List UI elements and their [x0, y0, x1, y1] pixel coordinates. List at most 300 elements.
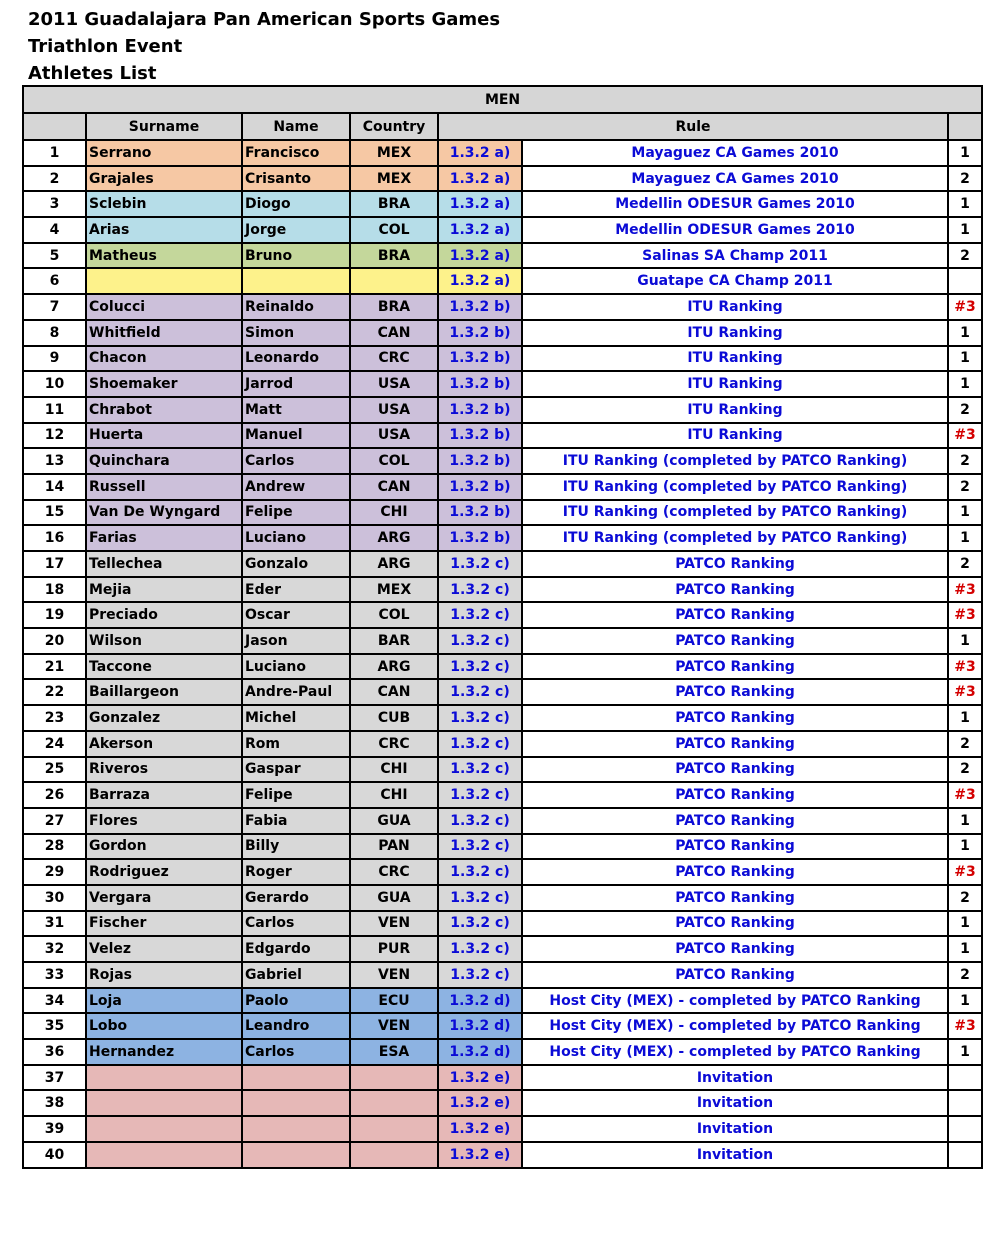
surname-cell: Whitfield	[86, 320, 242, 346]
rule-description-cell: PATCO Ranking	[522, 782, 948, 808]
name-cell	[242, 1090, 350, 1116]
country-cell: MEX	[350, 140, 438, 166]
table-row	[23, 551, 982, 577]
quota-cell: 2	[948, 731, 982, 757]
table-row	[23, 731, 982, 757]
surname-cell: Barraza	[86, 782, 242, 808]
name-cell	[242, 268, 350, 294]
header-quota	[948, 113, 982, 140]
name-cell	[242, 1142, 350, 1168]
country-cell: COL	[350, 448, 438, 474]
table-row	[23, 757, 982, 783]
country-cell: VEN	[350, 911, 438, 937]
table-row	[23, 166, 982, 192]
rule-description-cell: PATCO Ranking	[522, 936, 948, 962]
document-titles	[28, 6, 500, 87]
rule-description-cell: PATCO Ranking	[522, 551, 948, 577]
table-row	[23, 1013, 982, 1039]
quota-cell: #3	[948, 294, 982, 320]
rule-code-cell: 1.3.2 c)	[438, 602, 522, 628]
surname-cell	[86, 1142, 242, 1168]
name-cell: Oscar	[242, 602, 350, 628]
rule-code-cell: 1.3.2 b)	[438, 346, 522, 372]
name-cell: Simon	[242, 320, 350, 346]
row-number-cell: 25	[23, 757, 86, 783]
name-cell: Gaspar	[242, 757, 350, 783]
surname-cell: Loja	[86, 988, 242, 1014]
name-cell: Francisco	[242, 140, 350, 166]
surname-cell: Lobo	[86, 1013, 242, 1039]
quota-cell: 1	[948, 628, 982, 654]
title-line-3: Athletes List	[28, 63, 157, 84]
country-cell: BAR	[350, 628, 438, 654]
country-cell: CAN	[350, 320, 438, 346]
rule-description-cell: PATCO Ranking	[522, 731, 948, 757]
rule-description-cell: Invitation	[522, 1065, 948, 1091]
country-cell: USA	[350, 423, 438, 449]
row-number-cell: 8	[23, 320, 86, 346]
row-number-cell: 5	[23, 243, 86, 269]
rule-code-cell: 1.3.2 b)	[438, 500, 522, 526]
name-cell: Gerardo	[242, 885, 350, 911]
row-number-cell: 33	[23, 962, 86, 988]
rule-code-cell: 1.3.2 e)	[438, 1142, 522, 1168]
surname-cell	[86, 268, 242, 294]
row-number-cell: 29	[23, 859, 86, 885]
surname-cell: Akerson	[86, 731, 242, 757]
name-cell: Gonzalo	[242, 551, 350, 577]
rule-description-cell: ITU Ranking (completed by PATCO Ranking)	[522, 525, 948, 551]
country-cell: BRA	[350, 243, 438, 269]
rule-description-cell: Guatape CA Champ 2011	[522, 268, 948, 294]
surname-cell: Chrabot	[86, 397, 242, 423]
rule-code-cell: 1.3.2 a)	[438, 140, 522, 166]
surname-cell: Flores	[86, 808, 242, 834]
rule-code-cell: 1.3.2 b)	[438, 397, 522, 423]
surname-cell: Vergara	[86, 885, 242, 911]
row-number-cell: 15	[23, 500, 86, 526]
country-cell	[350, 1090, 438, 1116]
rule-description-cell: Mayaguez CA Games 2010	[522, 140, 948, 166]
country-cell	[350, 1065, 438, 1091]
table-row	[23, 936, 982, 962]
row-number-cell: 11	[23, 397, 86, 423]
rule-code-cell: 1.3.2 b)	[438, 320, 522, 346]
row-number-cell: 12	[23, 423, 86, 449]
rule-code-cell: 1.3.2 c)	[438, 705, 522, 731]
rule-description-cell: Invitation	[522, 1142, 948, 1168]
rule-description-cell: PATCO Ranking	[522, 577, 948, 603]
row-number-cell: 4	[23, 217, 86, 243]
row-number-cell: 32	[23, 936, 86, 962]
table-row	[23, 988, 982, 1014]
quota-cell: 2	[948, 962, 982, 988]
name-cell: Luciano	[242, 654, 350, 680]
rule-description-cell: PATCO Ranking	[522, 808, 948, 834]
country-cell: ARG	[350, 654, 438, 680]
quota-cell: 2	[948, 551, 982, 577]
quota-cell: 2	[948, 166, 982, 192]
quota-cell	[948, 268, 982, 294]
table-row	[23, 628, 982, 654]
name-cell: Felipe	[242, 782, 350, 808]
quota-cell: 1	[948, 936, 982, 962]
row-number-cell: 6	[23, 268, 86, 294]
rule-description-cell: PATCO Ranking	[522, 962, 948, 988]
quota-cell: 1	[948, 140, 982, 166]
table-row	[23, 602, 982, 628]
rule-description-cell: ITU Ranking	[522, 294, 948, 320]
country-cell	[350, 1142, 438, 1168]
quota-cell: 2	[948, 243, 982, 269]
quota-cell: 1	[948, 808, 982, 834]
rule-code-cell: 1.3.2 e)	[438, 1065, 522, 1091]
name-cell: Carlos	[242, 1039, 350, 1065]
row-number-cell: 35	[23, 1013, 86, 1039]
surname-cell: Baillargeon	[86, 679, 242, 705]
quota-cell: 1	[948, 705, 982, 731]
quota-cell: 1	[948, 191, 982, 217]
table-row	[23, 679, 982, 705]
rule-code-cell: 1.3.2 c)	[438, 551, 522, 577]
table-row	[23, 371, 982, 397]
row-number-cell: 34	[23, 988, 86, 1014]
rule-code-cell: 1.3.2 b)	[438, 371, 522, 397]
name-cell: Roger	[242, 859, 350, 885]
quota-cell: #3	[948, 577, 982, 603]
surname-cell: Velez	[86, 936, 242, 962]
row-number-cell: 22	[23, 679, 86, 705]
rule-description-cell: PATCO Ranking	[522, 911, 948, 937]
quota-cell: 1	[948, 525, 982, 551]
name-cell: Matt	[242, 397, 350, 423]
rule-description-cell: PATCO Ranking	[522, 705, 948, 731]
table-row	[23, 962, 982, 988]
quota-cell: 1	[948, 988, 982, 1014]
rule-code-cell: 1.3.2 a)	[438, 166, 522, 192]
surname-cell: Van De Wyngard	[86, 500, 242, 526]
row-number-cell: 37	[23, 1065, 86, 1091]
rule-description-cell: Invitation	[522, 1116, 948, 1142]
table-row	[23, 705, 982, 731]
quota-cell: 2	[948, 448, 982, 474]
table-row	[23, 294, 982, 320]
table-row	[23, 191, 982, 217]
table-row	[23, 397, 982, 423]
row-number-cell: 39	[23, 1116, 86, 1142]
table-row	[23, 885, 982, 911]
row-number-cell: 13	[23, 448, 86, 474]
quota-cell	[948, 1142, 982, 1168]
surname-cell: Rodriguez	[86, 859, 242, 885]
column-header-row	[23, 113, 982, 140]
quota-cell: #3	[948, 782, 982, 808]
rule-description-cell: PATCO Ranking	[522, 834, 948, 860]
rule-description-cell: PATCO Ranking	[522, 679, 948, 705]
name-cell: Gabriel	[242, 962, 350, 988]
table-row	[23, 577, 982, 603]
name-cell: Jorge	[242, 217, 350, 243]
row-number-cell: 17	[23, 551, 86, 577]
table-row	[23, 217, 982, 243]
country-cell: PAN	[350, 834, 438, 860]
name-cell: Michel	[242, 705, 350, 731]
country-cell: CRC	[350, 731, 438, 757]
rule-code-cell: 1.3.2 c)	[438, 782, 522, 808]
name-cell: Paolo	[242, 988, 350, 1014]
rule-code-cell: 1.3.2 c)	[438, 834, 522, 860]
surname-cell: Farias	[86, 525, 242, 551]
quota-cell	[948, 1065, 982, 1091]
quota-cell: 1	[948, 911, 982, 937]
rule-description-cell: Host City (MEX) - completed by PATCO Ranking	[522, 988, 948, 1014]
country-cell: MEX	[350, 166, 438, 192]
rule-description-cell: Invitation	[522, 1090, 948, 1116]
quota-cell: 1	[948, 371, 982, 397]
row-number-cell: 30	[23, 885, 86, 911]
country-cell: GUA	[350, 885, 438, 911]
name-cell: Jarrod	[242, 371, 350, 397]
table-row	[23, 834, 982, 860]
table-row	[23, 1039, 982, 1065]
rule-code-cell: 1.3.2 a)	[438, 191, 522, 217]
country-cell	[350, 268, 438, 294]
table-row	[23, 1090, 982, 1116]
row-number-cell: 10	[23, 371, 86, 397]
header-rule: Rule	[438, 113, 948, 140]
name-cell: Carlos	[242, 448, 350, 474]
country-cell: ESA	[350, 1039, 438, 1065]
rule-description-cell: ITU Ranking (completed by PATCO Ranking)	[522, 500, 948, 526]
table-row	[23, 1116, 982, 1142]
name-cell: Bruno	[242, 243, 350, 269]
rule-code-cell: 1.3.2 b)	[438, 423, 522, 449]
quota-cell: 1	[948, 217, 982, 243]
quota-cell: 1	[948, 500, 982, 526]
section-label: MEN	[23, 86, 982, 113]
rule-code-cell: 1.3.2 a)	[438, 217, 522, 243]
row-number-cell: 40	[23, 1142, 86, 1168]
quota-cell	[948, 1116, 982, 1142]
rule-code-cell: 1.3.2 c)	[438, 962, 522, 988]
name-cell	[242, 1116, 350, 1142]
rule-description-cell: PATCO Ranking	[522, 757, 948, 783]
table-row	[23, 1142, 982, 1168]
name-cell: Billy	[242, 834, 350, 860]
rule-code-cell: 1.3.2 c)	[438, 911, 522, 937]
surname-cell: Mejia	[86, 577, 242, 603]
rule-code-cell: 1.3.2 c)	[438, 577, 522, 603]
country-cell: BRA	[350, 294, 438, 320]
rule-code-cell: 1.3.2 b)	[438, 448, 522, 474]
surname-cell: Fischer	[86, 911, 242, 937]
surname-cell: Huerta	[86, 423, 242, 449]
surname-cell: Riveros	[86, 757, 242, 783]
country-cell: VEN	[350, 1013, 438, 1039]
surname-cell: Wilson	[86, 628, 242, 654]
quota-cell: 1	[948, 320, 982, 346]
quota-cell: #3	[948, 423, 982, 449]
header-num	[23, 113, 86, 140]
surname-cell: Colucci	[86, 294, 242, 320]
name-cell: Rom	[242, 731, 350, 757]
surname-cell: Serrano	[86, 140, 242, 166]
table-row	[23, 243, 982, 269]
country-cell: USA	[350, 397, 438, 423]
rule-description-cell: PATCO Ranking	[522, 602, 948, 628]
name-cell: Felipe	[242, 500, 350, 526]
surname-cell: Hernandez	[86, 1039, 242, 1065]
country-cell: BRA	[350, 191, 438, 217]
rule-code-cell: 1.3.2 c)	[438, 654, 522, 680]
name-cell: Luciano	[242, 525, 350, 551]
country-cell: CAN	[350, 679, 438, 705]
surname-cell: Tellechea	[86, 551, 242, 577]
country-cell: GUA	[350, 808, 438, 834]
rule-description-cell: ITU Ranking (completed by PATCO Ranking)	[522, 448, 948, 474]
country-cell: CHI	[350, 782, 438, 808]
rule-code-cell: 1.3.2 b)	[438, 474, 522, 500]
row-number-cell: 38	[23, 1090, 86, 1116]
surname-cell: Arias	[86, 217, 242, 243]
rule-code-cell: 1.3.2 c)	[438, 679, 522, 705]
table-row	[23, 140, 982, 166]
quota-cell: #3	[948, 654, 982, 680]
surname-cell	[86, 1065, 242, 1091]
rule-code-cell: 1.3.2 c)	[438, 936, 522, 962]
rule-code-cell: 1.3.2 b)	[438, 294, 522, 320]
rule-description-cell: PATCO Ranking	[522, 885, 948, 911]
row-number-cell: 36	[23, 1039, 86, 1065]
table-row	[23, 859, 982, 885]
surname-cell: Matheus	[86, 243, 242, 269]
title-line-2: Triathlon Event	[28, 36, 183, 57]
header-name: Name	[242, 113, 350, 140]
rule-description-cell: ITU Ranking (completed by PATCO Ranking)	[522, 474, 948, 500]
surname-cell: Grajales	[86, 166, 242, 192]
name-cell: Fabia	[242, 808, 350, 834]
country-cell: MEX	[350, 577, 438, 603]
surname-cell: Chacon	[86, 346, 242, 372]
rule-code-cell: 1.3.2 e)	[438, 1116, 522, 1142]
table-row	[23, 474, 982, 500]
rule-description-cell: ITU Ranking	[522, 397, 948, 423]
surname-cell	[86, 1116, 242, 1142]
country-cell: CRC	[350, 346, 438, 372]
row-number-cell: 24	[23, 731, 86, 757]
quota-cell: 2	[948, 757, 982, 783]
rule-code-cell: 1.3.2 c)	[438, 731, 522, 757]
name-cell: Manuel	[242, 423, 350, 449]
row-number-cell: 18	[23, 577, 86, 603]
quota-cell: #3	[948, 679, 982, 705]
surname-cell: Shoemaker	[86, 371, 242, 397]
row-number-cell: 27	[23, 808, 86, 834]
rule-code-cell: 1.3.2 d)	[438, 1039, 522, 1065]
name-cell: Eder	[242, 577, 350, 603]
row-number-cell: 3	[23, 191, 86, 217]
quota-cell: 2	[948, 397, 982, 423]
rule-description-cell: Medellin ODESUR Games 2010	[522, 191, 948, 217]
rule-description-cell: PATCO Ranking	[522, 628, 948, 654]
rule-description-cell: PATCO Ranking	[522, 859, 948, 885]
name-cell: Leandro	[242, 1013, 350, 1039]
rule-code-cell: 1.3.2 d)	[438, 988, 522, 1014]
header-country: Country	[350, 113, 438, 140]
table-row	[23, 500, 982, 526]
name-cell: Crisanto	[242, 166, 350, 192]
surname-cell: Russell	[86, 474, 242, 500]
rule-description-cell: ITU Ranking	[522, 320, 948, 346]
rule-description-cell: ITU Ranking	[522, 423, 948, 449]
quota-cell: 2	[948, 474, 982, 500]
quota-cell: #3	[948, 859, 982, 885]
name-cell: Andre-Paul	[242, 679, 350, 705]
row-number-cell: 7	[23, 294, 86, 320]
rule-description-cell: Medellin ODESUR Games 2010	[522, 217, 948, 243]
row-number-cell: 9	[23, 346, 86, 372]
table-row	[23, 1065, 982, 1091]
row-number-cell: 20	[23, 628, 86, 654]
country-cell: CHI	[350, 757, 438, 783]
name-cell: Carlos	[242, 911, 350, 937]
row-number-cell: 31	[23, 911, 86, 937]
row-number-cell: 14	[23, 474, 86, 500]
name-cell: Edgardo	[242, 936, 350, 962]
rule-description-cell: ITU Ranking	[522, 346, 948, 372]
name-cell: Andrew	[242, 474, 350, 500]
rule-code-cell: 1.3.2 e)	[438, 1090, 522, 1116]
surname-cell: Preciado	[86, 602, 242, 628]
country-cell: COL	[350, 602, 438, 628]
table-row	[23, 808, 982, 834]
rule-code-cell: 1.3.2 a)	[438, 268, 522, 294]
table-row	[23, 654, 982, 680]
row-number-cell: 23	[23, 705, 86, 731]
row-number-cell: 26	[23, 782, 86, 808]
table-row	[23, 448, 982, 474]
country-cell: CAN	[350, 474, 438, 500]
name-cell: Diogo	[242, 191, 350, 217]
header-surname: Surname	[86, 113, 242, 140]
surname-cell: Sclebin	[86, 191, 242, 217]
rule-code-cell: 1.3.2 c)	[438, 808, 522, 834]
table-row	[23, 268, 982, 294]
country-cell: ECU	[350, 988, 438, 1014]
rule-code-cell: 1.3.2 c)	[438, 628, 522, 654]
row-number-cell: 19	[23, 602, 86, 628]
rule-description-cell: PATCO Ranking	[522, 654, 948, 680]
surname-cell	[86, 1090, 242, 1116]
country-cell: USA	[350, 371, 438, 397]
athletes-table	[22, 85, 983, 1169]
row-number-cell: 16	[23, 525, 86, 551]
quota-cell: #3	[948, 602, 982, 628]
name-cell	[242, 1065, 350, 1091]
country-cell: PUR	[350, 936, 438, 962]
quota-cell	[948, 1090, 982, 1116]
country-cell: VEN	[350, 962, 438, 988]
rule-code-cell: 1.3.2 b)	[438, 525, 522, 551]
table-row	[23, 525, 982, 551]
row-number-cell: 2	[23, 166, 86, 192]
title-line-1: 2011 Guadalajara Pan American Sports Games	[28, 9, 501, 30]
surname-cell: Quinchara	[86, 448, 242, 474]
surname-cell: Gonzalez	[86, 705, 242, 731]
rule-code-cell: 1.3.2 c)	[438, 757, 522, 783]
country-cell: ARG	[350, 551, 438, 577]
name-cell: Jason	[242, 628, 350, 654]
